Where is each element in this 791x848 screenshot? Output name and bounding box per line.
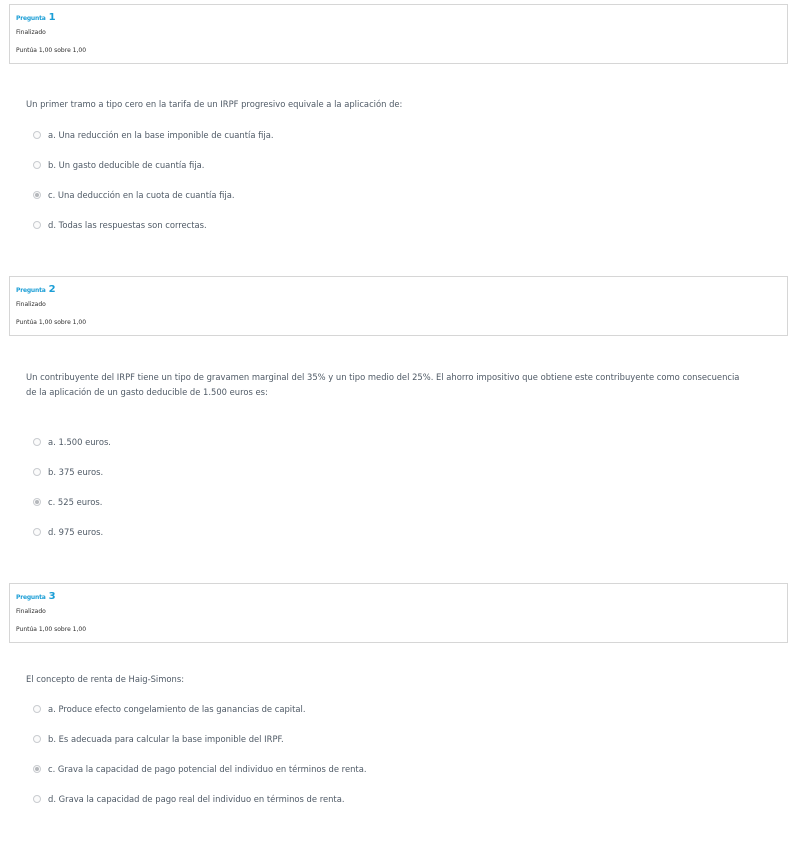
answer-label[interactable]: b. 375 euros. <box>48 467 104 477</box>
question-label: Pregunta <box>16 15 46 22</box>
question-info-box <box>9 583 788 643</box>
question-number <box>16 284 55 295</box>
question-grade: Puntúa 1,00 sobre 1,00 <box>16 626 87 633</box>
radio-button[interactable] <box>33 705 41 713</box>
radio-button[interactable] <box>33 795 41 803</box>
answer-label[interactable]: d. Todas las respuestas son correctas. <box>48 220 207 230</box>
answer-label[interactable]: b. Un gasto deducible de cuantía fija. <box>48 160 205 170</box>
question-grade: Puntúa 1,00 sobre 1,00 <box>16 319 87 326</box>
answer-label[interactable]: b. Es adecuada para calcular la base imponible del IRPF. <box>48 734 284 744</box>
question-number-value: 3 <box>48 591 56 602</box>
question-text: El concepto de renta de Haig-Simons: <box>26 674 185 684</box>
question-info-box <box>9 4 788 64</box>
answer-label[interactable]: d. 975 euros. <box>48 527 104 537</box>
question-number-value: 2 <box>48 284 56 295</box>
question-number <box>16 12 55 23</box>
question-number-value: 1 <box>48 12 56 23</box>
question-label: Pregunta <box>16 287 46 294</box>
answer-label[interactable]: a. 1.500 euros. <box>48 437 111 447</box>
radio-button[interactable] <box>33 735 41 743</box>
answer-label[interactable]: c. Una deducción en la cuota de cuantía fija. <box>48 190 235 200</box>
question-state: Finalizado <box>16 301 46 308</box>
question-state: Finalizado <box>16 29 46 36</box>
radio-button-selected[interactable] <box>33 765 41 773</box>
question-number <box>16 591 55 602</box>
answer-label[interactable]: c. Grava la capacidad de pago potencial del individuo en términos de renta. <box>48 764 367 774</box>
question-text: Un contribuyente del IRPF tiene un tipo de gravamen marginal del 35% y un tipo medio del 25%. El ahorro impositivo que obtiene este contribuyente como consecuencia de la aplicación de un gasto deducible de 1.500 euros es: <box>26 372 740 397</box>
question-text: Un primer tramo a tipo cero en la tarifa de un IRPF progresivo equivale a la aplicación de: <box>26 99 403 109</box>
question-info-box <box>9 276 788 336</box>
radio-button[interactable] <box>33 438 41 446</box>
radio-button[interactable] <box>33 221 41 229</box>
radio-button[interactable] <box>33 161 41 169</box>
answer-label[interactable]: a. Una reducción en la base imponible de cuantía fija. <box>48 130 274 140</box>
radio-button[interactable] <box>33 131 41 139</box>
question-state: Finalizado <box>16 608 46 615</box>
answer-label[interactable]: d. Grava la capacidad de pago real del individuo en términos de renta. <box>48 794 345 804</box>
answer-label[interactable]: a. Produce efecto congelamiento de las ganancias de capital. <box>48 704 306 714</box>
question-grade: Puntúa 1,00 sobre 1,00 <box>16 47 87 54</box>
radio-button[interactable] <box>33 528 41 536</box>
radio-button-selected[interactable] <box>33 191 41 199</box>
radio-button-selected[interactable] <box>33 498 41 506</box>
question-label: Pregunta <box>16 594 46 601</box>
answer-label[interactable]: c. 525 euros. <box>48 497 103 507</box>
radio-button[interactable] <box>33 468 41 476</box>
